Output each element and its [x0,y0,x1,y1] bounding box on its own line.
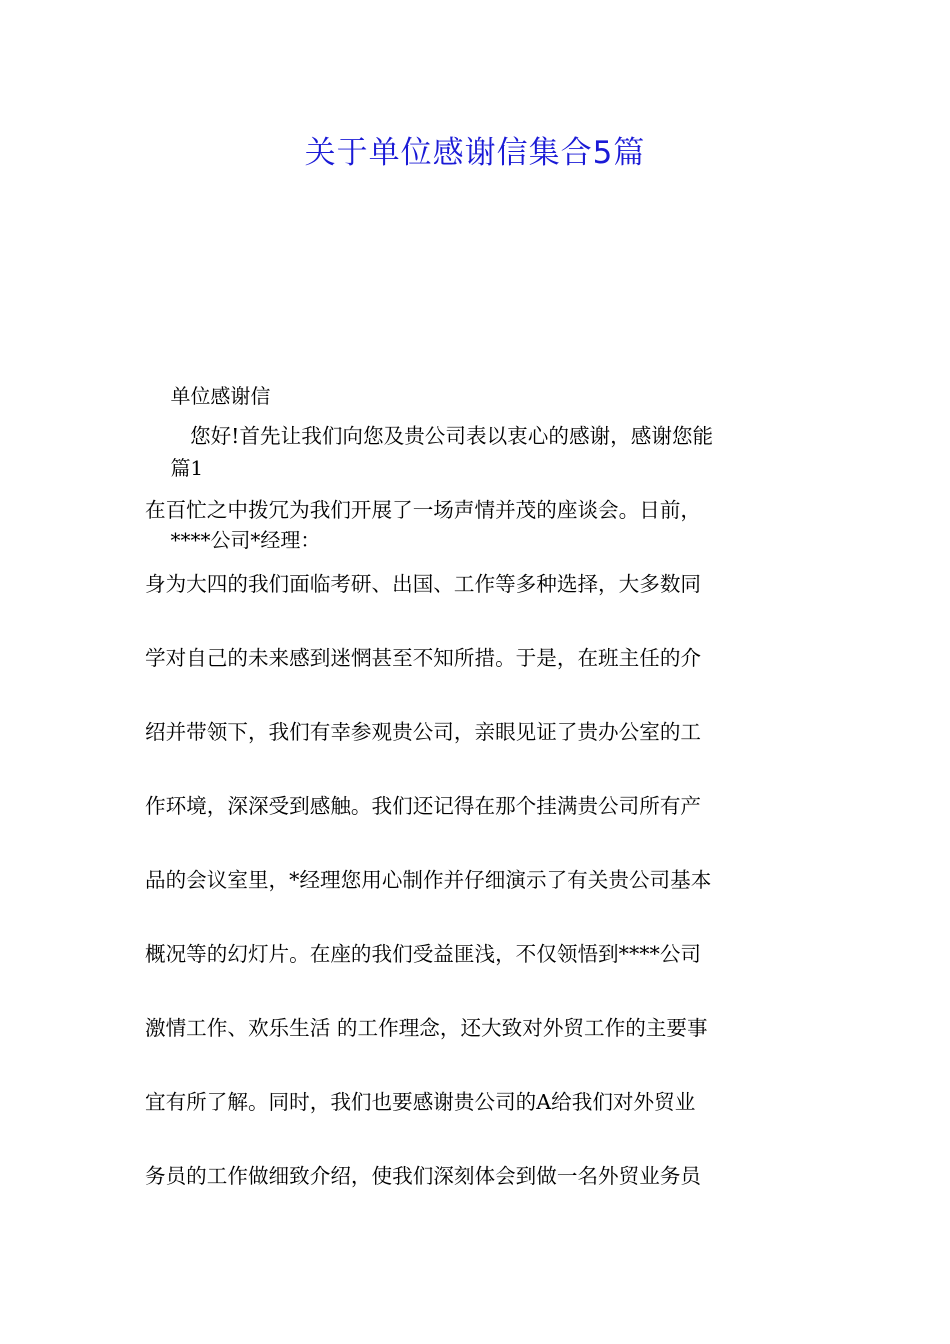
body-line: 在百忙之中拨冗为我们开展了一场声情并茂的座谈会。日前， [145,498,702,522]
body-line: 绍并带领下，我们有幸参观贵公司，亲眼见证了贵办公室的工 [145,720,702,744]
section-number: 篇1 [170,456,204,480]
document-title: 关于单位感谢信集合5篇 [304,135,646,171]
body-line: 概况等的幻灯片。在座的我们受益匪浅，不仅领悟到****公司 [145,942,702,966]
body-line: 激情工作、欢乐生活 的工作理念，还大致对外贸工作的主要事 [145,1016,708,1040]
body-line: 学对自己的未来感到迷惘甚至不知所措。于是，在班主任的介 [145,646,702,670]
body-line: 身为大四的我们面临考研、出国、工作等多种选择，大多数同 [145,572,702,596]
letter-body [145,412,807,1201]
body-line: 您好!首先让我们向您及贵公司表以衷心的感谢，感谢您能 [190,424,714,448]
body-line: 务员的工作做细致介绍，使我们深刻体会到做一名外贸业务员 [145,1164,702,1188]
salutation: ****公司*经理： [170,528,321,552]
section-label: 单位感谢信 [170,384,271,408]
body-line: 作环境，深深受到感触。我们还记得在那个挂满贵公司所有产 [145,794,702,818]
body-line: 品的会议室里，*经理您用心制作并仔细演示了有关贵公司基本 [145,868,712,892]
body-line: 宜有所了解。同时，我们也要感谢贵公司的A给我们对外贸业 [145,1090,696,1114]
